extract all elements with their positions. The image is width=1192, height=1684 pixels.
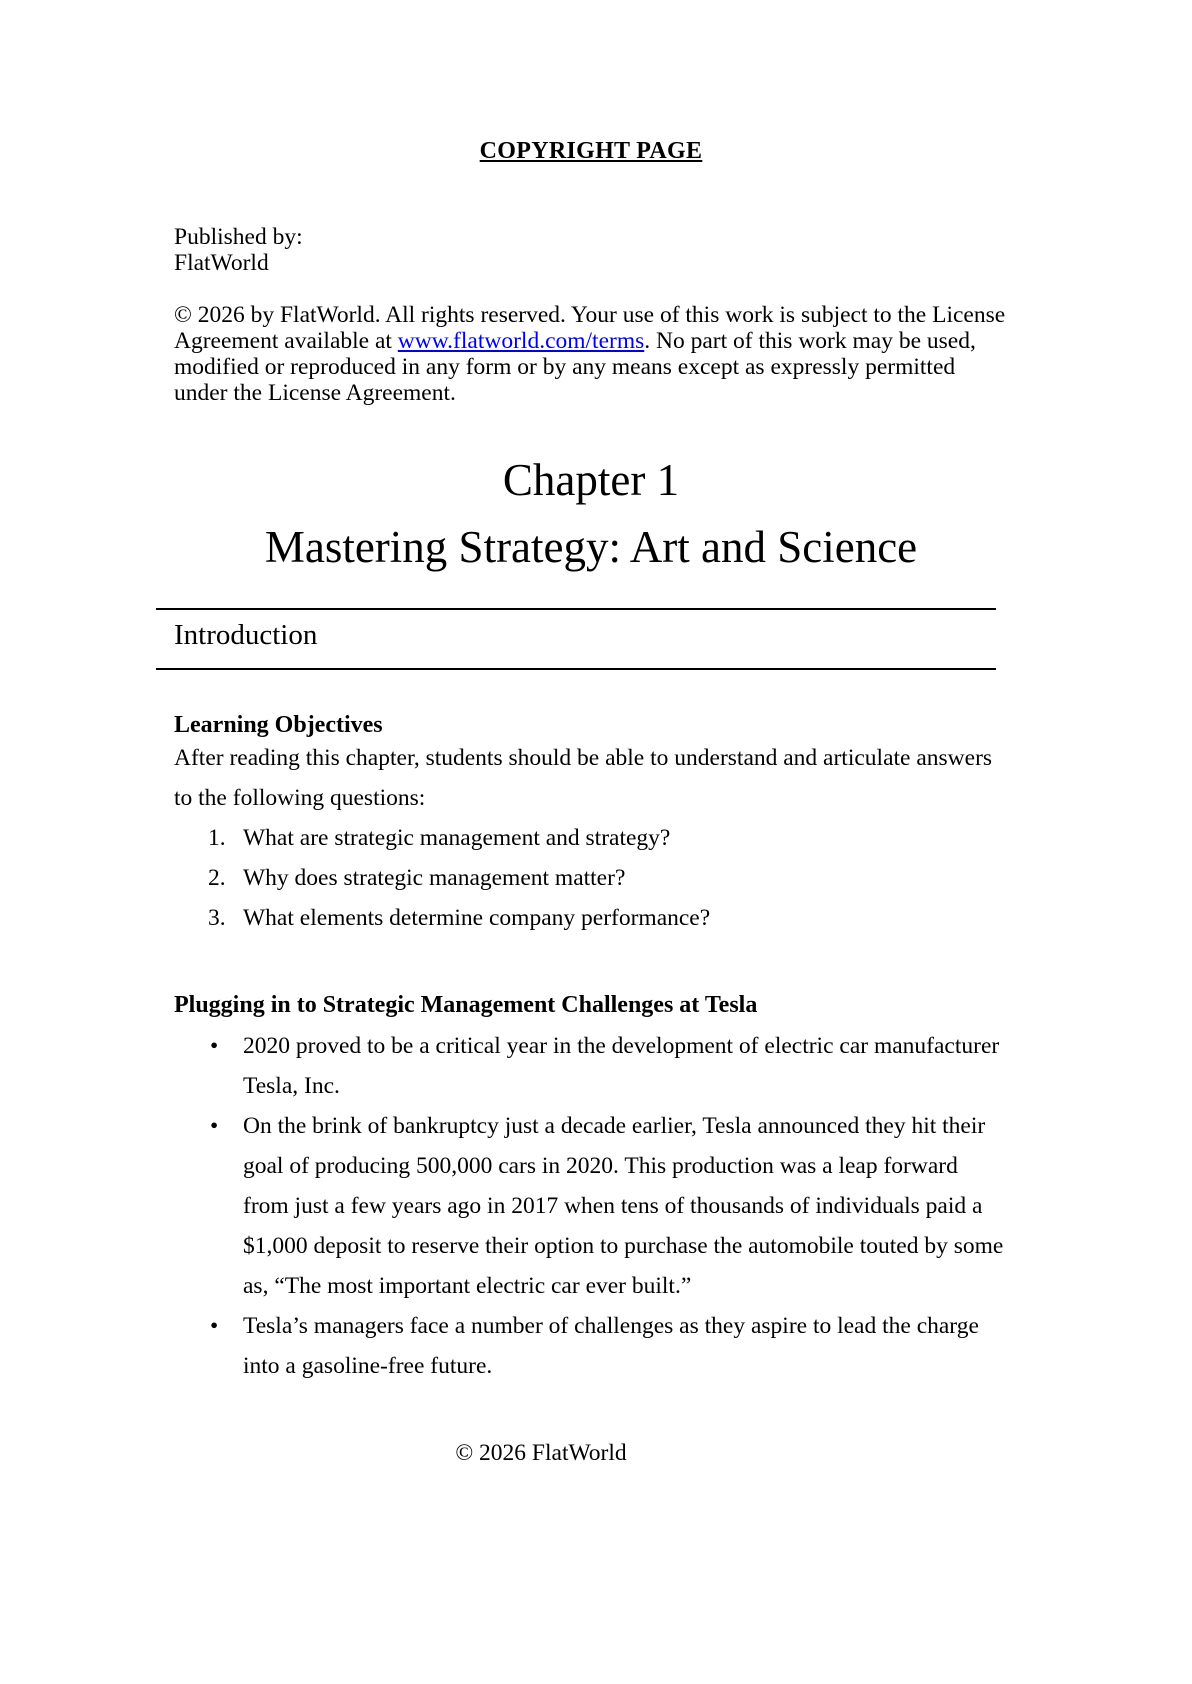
- learning-objectives-list: [174, 818, 1008, 938]
- page-content: [174, 136, 1008, 1466]
- list-item: [174, 818, 1008, 858]
- bullet-icon: •: [210, 1113, 219, 1139]
- page-title: COPYRIGHT PAGE: [479, 138, 703, 164]
- list-item-text: 2020 proved to be a critical year in the development of electric car manufacturer Tesla, Inc.: [243, 1033, 1000, 1099]
- copyright-text-before: © 2026 by FlatWorld. All rights reserved. Your use of this work is subject to the License Agreement available at: [174, 302, 1006, 354]
- learning-objectives-intro: After reading this chapter, students should be able to understand and articulate answers to the following questions:: [174, 745, 993, 811]
- bullet-icon: •: [210, 1033, 219, 1059]
- footer-copyright: © 2026 FlatWorld: [455, 1440, 627, 1466]
- list-number: 1.: [208, 825, 226, 851]
- terms-link[interactable]: www.flatworld.com/terms: [397, 328, 645, 354]
- list-item: [174, 1026, 1008, 1106]
- chapter-title-heading: Mastering Strategy: Art and Science: [264, 522, 918, 572]
- copyright-notice: [174, 302, 1008, 406]
- publisher-name: FlatWorld: [174, 250, 269, 276]
- list-item-text: What are strategic management and strategy?: [243, 825, 671, 851]
- bullet-icon: •: [210, 1313, 219, 1339]
- tesla-section-heading: Plugging in to Strategic Management Challenges at Tesla: [174, 992, 758, 1018]
- introduction-section-heading: Introduction: [156, 608, 996, 670]
- list-number: 3.: [208, 905, 226, 931]
- list-number: 2.: [208, 865, 226, 891]
- list-item-text: What elements determine company performance?: [243, 905, 711, 931]
- tesla-bullet-list: [174, 1026, 1008, 1386]
- learning-objectives-heading: Learning Objectives: [174, 712, 383, 738]
- list-item-text: Tesla’s managers face a number of challenges as they aspire to lead the charge into a gasoline-free future.: [243, 1313, 979, 1379]
- copyright-text-after: . No part of this work may be used, modified or reproduced in any form or by any means except as expressly permitted under the License Agreement.: [174, 328, 976, 406]
- list-item: [174, 898, 1008, 938]
- chapter-number-heading: Chapter 1: [502, 455, 680, 505]
- list-item-text: Why does strategic management matter?: [243, 865, 626, 891]
- list-item: [174, 858, 1008, 898]
- list-item: [174, 1306, 1008, 1386]
- list-item: [174, 1106, 1008, 1306]
- list-item-text: On the brink of bankruptcy just a decade earlier, Tesla announced they hit their goal of producing 500,000 cars in 2020. This production was a leap forward from just a few years ago in 2017 when tens of thousands of individuals paid a $1,000 deposit to reserve their option to purchase the automobile touted by some as, “The most important electric car ever built.”: [243, 1113, 1004, 1299]
- publisher-block: [174, 224, 1008, 276]
- publisher-label: Published by:: [174, 224, 303, 250]
